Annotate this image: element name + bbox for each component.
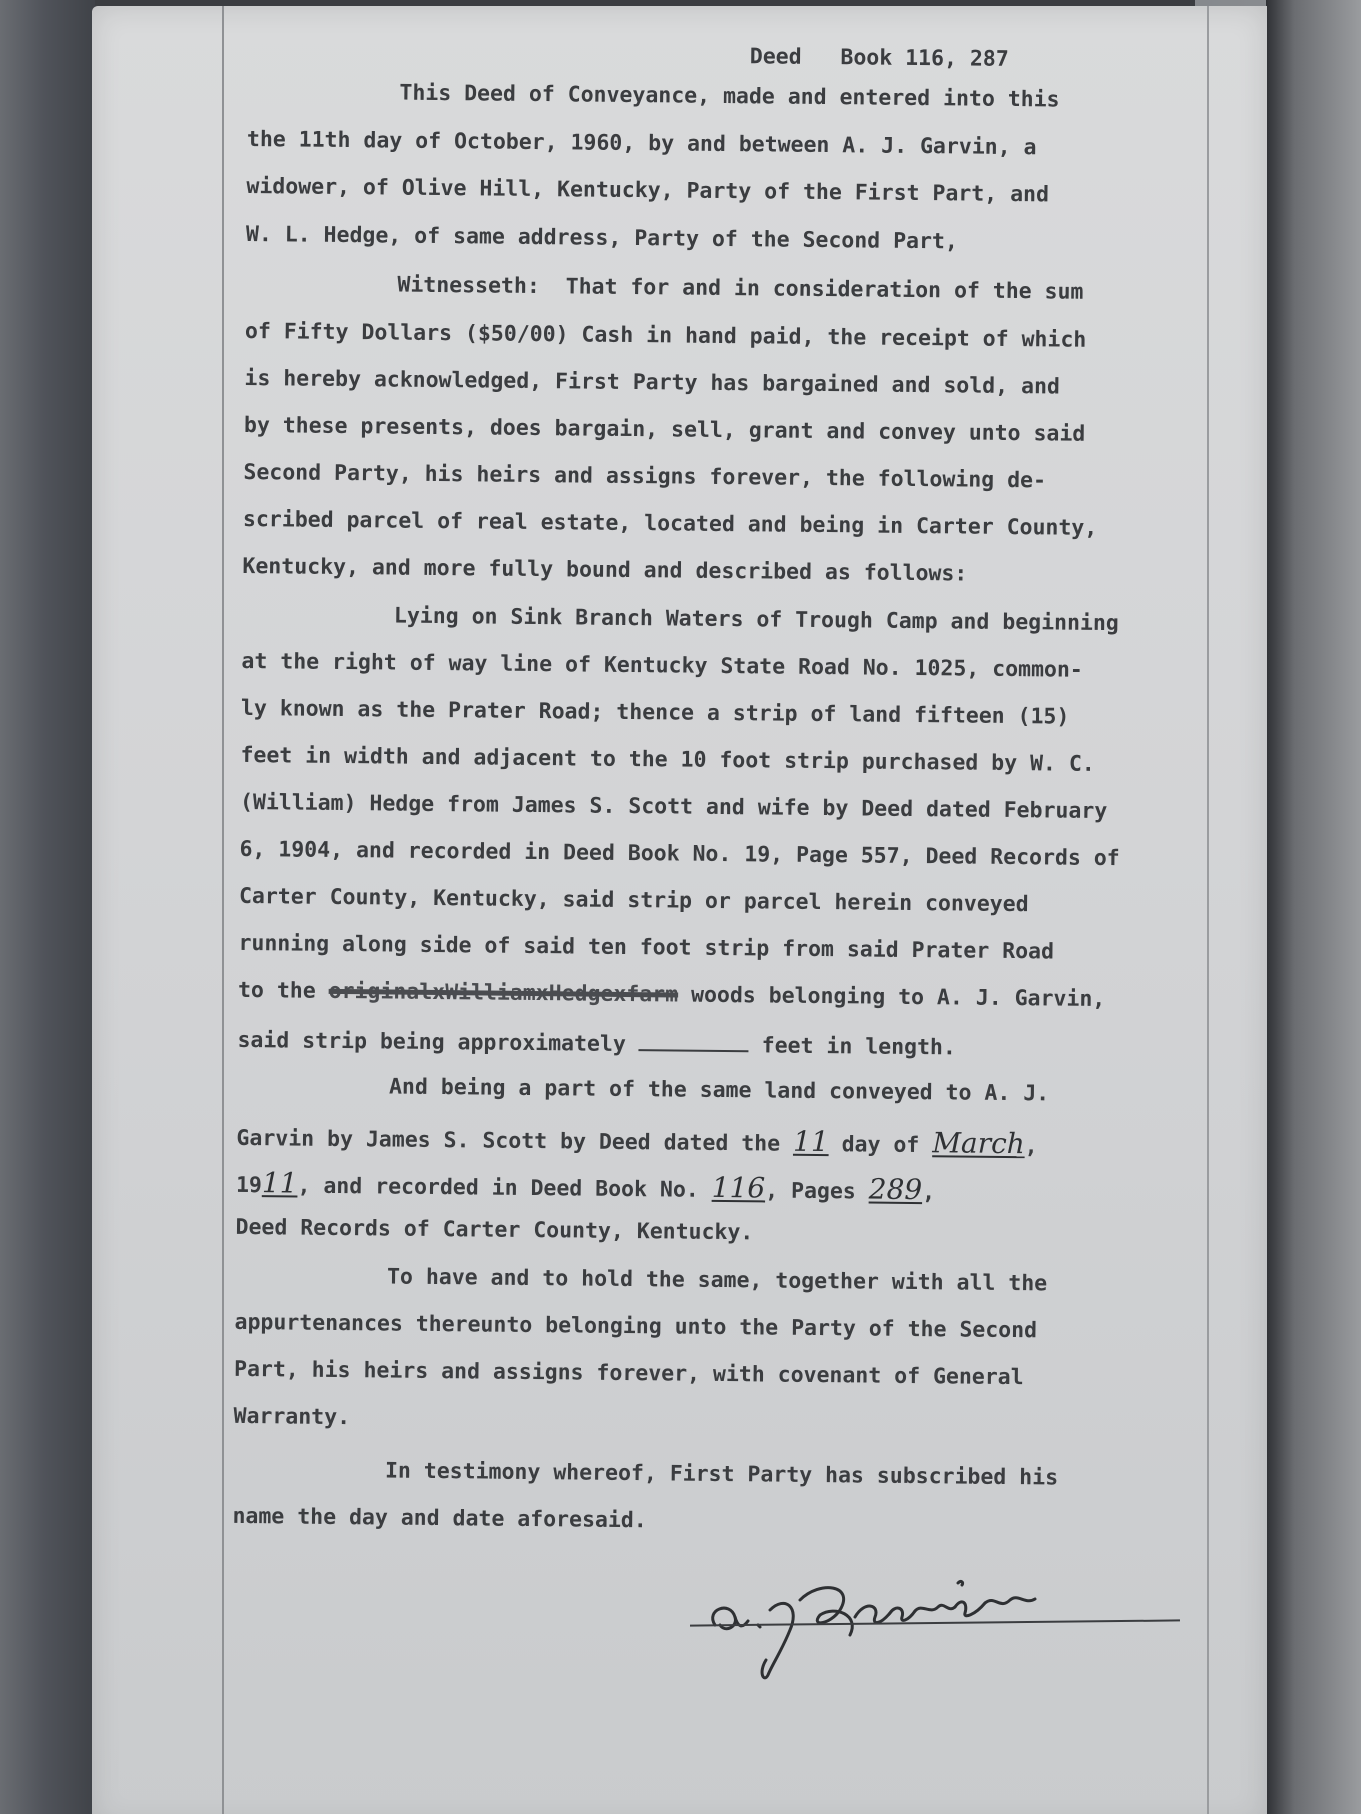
body-line-19xx <box>235 1166 936 1207</box>
body-line-6: of Fifty Dollars ($50/00) Cash in hand paid, the receipt of which <box>244 318 1087 353</box>
body-line-part: And being a part of the same land conveyed to A. J. <box>388 1074 1050 1107</box>
body-line-2: the 11th day of October, 1960, by and between A. J. Garvin, a <box>246 126 1037 161</box>
approx-suffix: feet in length. <box>748 1033 957 1061</box>
body-line-9: Second Party, his heirs and assigns forever, the following de- <box>243 459 1047 494</box>
body-line-14: ly known as the Prater Road; thence a strip of land fifteen (15) <box>240 695 1070 730</box>
testimony-line-2: name the day and date aforesaid. <box>232 1503 647 1534</box>
handwritten-year: 11 <box>261 1166 298 1200</box>
habendum-line-3: Part, his heirs and assigns forever, with covenant of General <box>233 1356 1024 1391</box>
body-line-12: Lying on Sink Branch Waters of Trough Camp and beginning <box>393 603 1119 637</box>
testimony-line-1: In testimony whereof, First Party has subscribed his <box>384 1458 1059 1491</box>
garvin-end: , <box>1024 1134 1038 1160</box>
body-line-10: scribed parcel of real estate, located and being in Carter County, <box>242 506 1098 541</box>
body-line-8: by these presents, does bargain, sell, grant and convey unto said <box>243 412 1086 447</box>
recorded-mid: , and recorded in Deed Book No. <box>297 1173 712 1203</box>
garvin-mid: day of <box>828 1132 933 1159</box>
body-line-16: (William) Hedge from James S. Scott and wife by Deed dated February <box>239 789 1108 825</box>
book-reference: Deed Book 116, 287 <box>749 44 1009 72</box>
to-the-suffix: woods belonging to A. J. Garvin, <box>678 982 1106 1013</box>
struck-through-text: originalxWilliamxHedgexfarm <box>328 978 679 1008</box>
body-line-13: at the right of way line of Kentucky State Road No. 1025, common- <box>241 648 1083 683</box>
handwritten-day: 11 <box>792 1124 829 1159</box>
habendum-line-4: Warranty. <box>233 1403 351 1431</box>
body-line-15: feet in width and adjacent to the 10 foot strip purchased by W. C. <box>240 742 1095 777</box>
to-the-prefix: to the <box>237 977 329 1004</box>
body-line-17: 6, 1904, and recorded in Deed Book No. 19, Page 557, Deed Records of <box>239 836 1120 872</box>
body-line-11: Kentucky, and more fully bound and described as follows: <box>242 553 968 587</box>
handwritten-month: March <box>932 1126 1025 1161</box>
approx-prefix: said strip being approximately <box>237 1027 639 1058</box>
body-line-1: This Deed of Conveyance, made and entered into this <box>399 80 1060 113</box>
body-line-5: Witnesseth: That for and in consideration of the sum <box>397 272 1084 305</box>
left-margin-rule <box>222 6 224 1814</box>
body-line-19: running along side of said ten foot strip from said Prater Road <box>238 930 1055 965</box>
body-line-records: Deed Records of Carter County, Kentucky. <box>235 1214 754 1246</box>
body-line-4: W. L. Hedge, of same address, Party of the Second Part, <box>245 221 958 255</box>
body-line-7: is hereby acknowledged, First Party has bargained and sold, and <box>244 365 1061 400</box>
pages-mid: , Pages <box>765 1178 869 1205</box>
right-film-edge <box>1266 0 1361 1814</box>
handwritten-book: 116 <box>711 1170 766 1205</box>
pages-end: , <box>922 1180 936 1206</box>
garvin-prefix: Garvin by James S. Scott by Deed dated the <box>236 1125 794 1157</box>
habendum-line-1: To have and to hold the same, together with all the <box>386 1264 1048 1297</box>
year-prefix: 19 <box>235 1172 263 1199</box>
handwritten-pages: 289 <box>868 1172 923 1207</box>
body-line-18: Carter County, Kentucky, said strip or parcel herein conveyed <box>238 883 1029 918</box>
right-margin-rule <box>1207 6 1209 1814</box>
habendum-line-2: appurtenances thereunto belonging unto the Party of the Second <box>234 1309 1038 1344</box>
body-line-3: widower, of Olive Hill, Kentucky, Party of the First Part, and <box>246 173 1050 208</box>
length-blank <box>639 1031 749 1052</box>
